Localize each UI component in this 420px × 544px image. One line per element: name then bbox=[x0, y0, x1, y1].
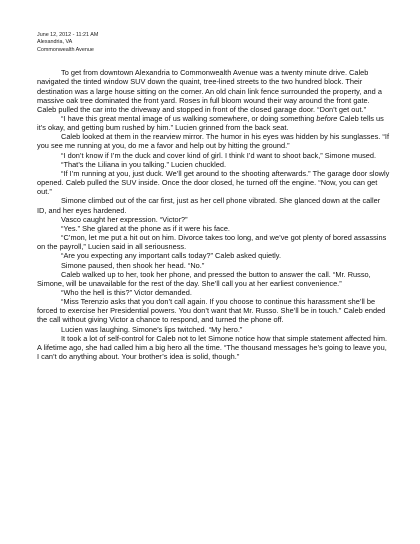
document-body bbox=[37, 68, 390, 361]
paragraph: “C’mon, let me put a hit out on him. Divorce takes too long, and we’ve got plenty of bored assassins on the payroll,” Lucien said in all seriousness. bbox=[37, 233, 387, 252]
paragraph: Simone climbed out of the car first, just as her cell phone vibrated. She glanced down at the caller ID, and her eyes hardened. bbox=[37, 196, 381, 215]
paragraph: Caleb looked at them in the rearview mirror. The humor in his eyes was hidden by his sunglasses. “If you see me running at you, do me a favor and help out by hitting the ground.” bbox=[37, 132, 389, 151]
paragraph: Caleb walked up to her, took her phone, and pressed the button to answer the call. “Mr. Russo, Simone, will be unavailable for the rest of the day. She’ll call you at her earliest convenience.” bbox=[37, 269, 371, 288]
timestamp: June 12, 2012 - 11:21 AM bbox=[37, 32, 99, 38]
paragraph: “Miss Terenzio asks that you don’t call again. If you choose to continue this harassment she’ll be forced to exercise her Presidential powers. You don’t want that Mr. Russo. She’ll be in touch.” Caleb ended the call without giving Victor a chance to respond, and turned the phone off. bbox=[37, 297, 386, 325]
paragraph: “That’s the Liliana in you talking.” Lucien chuckled. bbox=[61, 159, 227, 169]
paragraph: “If I’m running at you, just duck. We’ll get around to the shooting afterwards.” The garage door slowly opened. Caleb pulled the SUV inside. Once the door closed, he turned off the engine. “Now, you can get out.” bbox=[37, 168, 390, 197]
paragraph: To get from downtown Alexandria to Commonwealth Avenue was a twenty minute drive. Caleb navigated the tinted window SUV down the quaint, tree-lined streets to the two hundred block. Their destination was a large house sitting on the corner. An old chain link fence surrounded the property, and a massive oak tree dominated the front yard. Roses in full bloom wound their way around the front gate. Caleb pulled the car into the driveway and stopped in front of the closed garage door. “Don’t get out.” bbox=[37, 68, 382, 114]
paragraph: Simone paused, then shook her head. “No.” bbox=[61, 260, 205, 270]
paragraph: “Yes.” She glared at the phone as if it were his face. bbox=[61, 223, 230, 233]
city-line: Alexandria, VA bbox=[37, 39, 73, 46]
paragraph: “Are you expecting any important calls today?” Caleb asked quietly. bbox=[61, 251, 281, 261]
paragraph: “I don’t know if I’m the duck and cover kind of girl. I think I’d want to shoot back,” Simone mused. bbox=[61, 150, 377, 160]
paragraph: “Who the hell is this?” Victor demanded. bbox=[61, 287, 192, 297]
location-line: Commonwealth Avenue bbox=[37, 46, 94, 53]
paragraph: Lucien was laughing. Simone’s lips twitched. “My hero.” bbox=[61, 324, 243, 334]
paragraph: “I have this great mental image of us walking somewhere, or doing something before Caleb tells us it’s okay, and getting bum rushed by him.” Lucien grinned from the back seat. bbox=[37, 114, 384, 133]
emphasis: before bbox=[316, 114, 338, 123]
paragraph: It took a lot of self-control for Caleb not to let Simone notice how that simple statement affected him. A lifetime ago, she had called him a big hero all the time. “The thousand messages he’s going to leave you, I can’t do anything about. Your brother’s idea is solid, though.” bbox=[37, 333, 388, 362]
paragraph: Vasco caught her expression. “Victor?” bbox=[61, 214, 188, 224]
document-header bbox=[37, 32, 390, 54]
